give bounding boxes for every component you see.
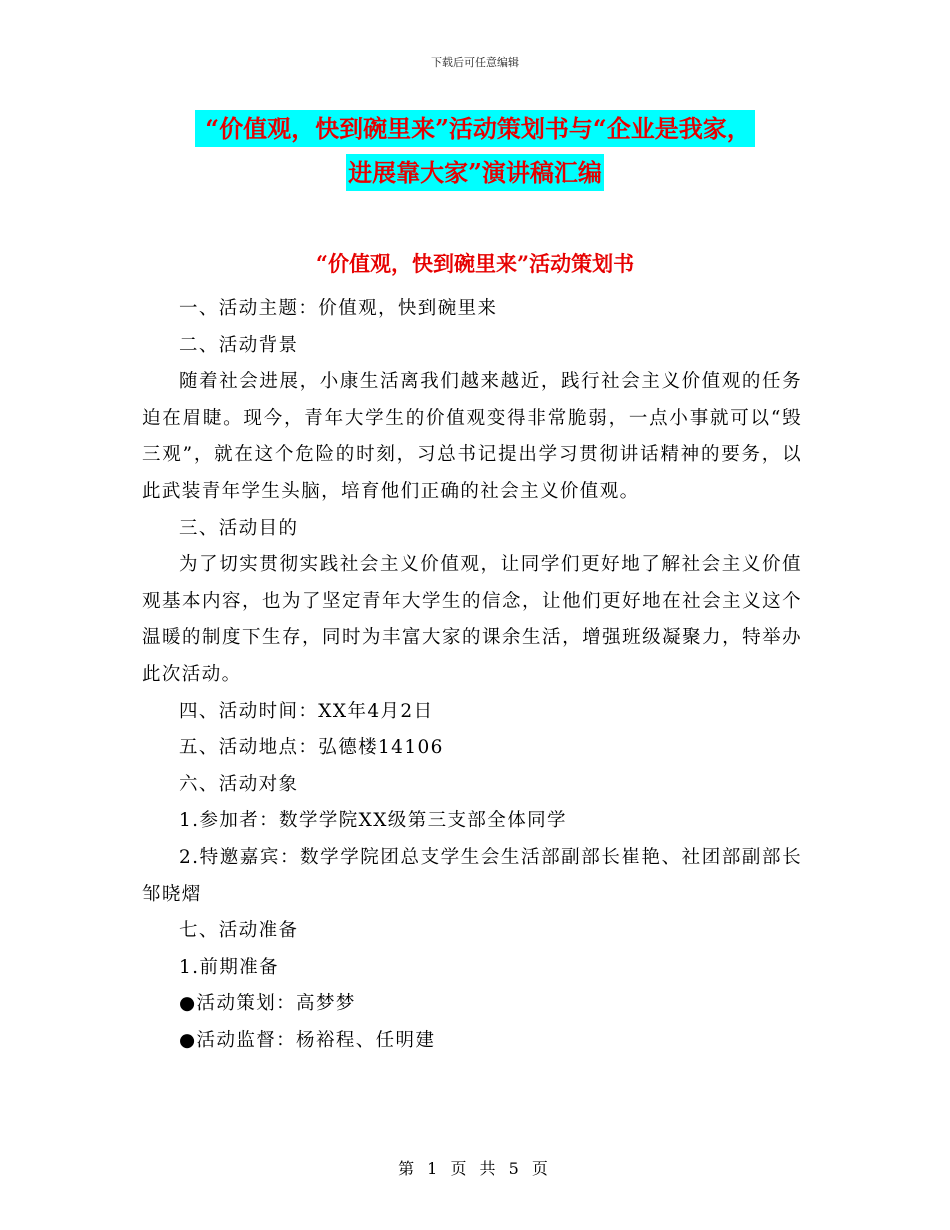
paragraph: 2.特邀嘉宾：数学学院团总支学生会生活部副部长崔艳、社团部副部长邹晓熠 xyxy=(142,846,802,905)
title-line-2-text: 进展靠大家”演讲稿汇编 xyxy=(346,154,604,191)
paragraph: 1.前期准备 xyxy=(179,956,280,978)
title-line-1-text: “价值观，快到碗里来”活动策划书与“企业是我家， xyxy=(195,110,754,147)
paragraph: 六、活动对象 xyxy=(179,773,299,795)
page-footer: 第 1 页 共 5 页 xyxy=(398,1159,552,1178)
paragraph: 为了切实贯彻实践社会主义价值观，让同学们更好地了解社会主义价值观基本内容，也为了坚定青年大学生的信念，让他们更好地在社会主义这个温暖的制度下生存，同时为丰富大家的课余生活，增强班级凝聚力，特举办此次活动。 xyxy=(142,554,802,685)
paragraph: 四、活动时间：XX年4月2日 xyxy=(179,700,434,722)
section-title: “价值观，快到碗里来”活动策划书 xyxy=(315,251,635,276)
paragraph: 一、活动主题：价值观，快到碗里来 xyxy=(179,298,498,319)
document-title-line-2 xyxy=(0,156,950,190)
document-body xyxy=(142,291,802,1059)
paragraph: ●活动监督：杨裕程、任明建 xyxy=(179,1029,436,1051)
paragraph: 三、活动目的 xyxy=(179,517,299,539)
header-note: 下载后可任意编辑 xyxy=(431,56,519,69)
paragraph: 七、活动准备 xyxy=(179,920,299,942)
paragraph: 随着社会进展，小康生活离我们越来越近，践行社会主义价值观的任务迫在眉睫。现今，青年大学生的价值观变得非常脆弱，一点小事就可以“毁三观”，就在这个危险的时刻，习总书记提出学习贯彻讲话精神的要务，以此武装青年学生头脑，培育他们正确的社会主义价值观。 xyxy=(142,371,802,502)
paragraph: ●活动策划：高梦梦 xyxy=(179,993,356,1015)
document-title-line-1 xyxy=(0,112,950,146)
paragraph: 五、活动地点：弘德楼14106 xyxy=(179,737,444,759)
paragraph: 二、活动背景 xyxy=(179,334,299,356)
paragraph: 1.参加者：数学学院XX级第三支部全体同学 xyxy=(179,810,567,832)
